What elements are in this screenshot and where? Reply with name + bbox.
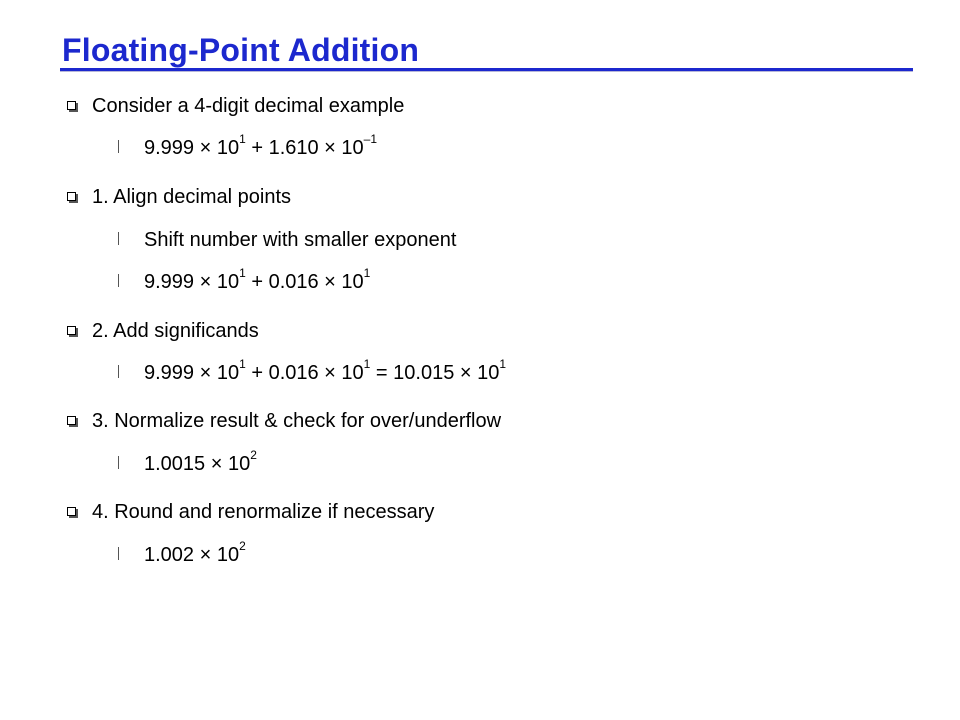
sub-bullet-icon [118, 274, 119, 287]
sub-bullet-equation: $9.999 \times 10^1 + 1.610 \times 10^{-1}$ [144, 132, 378, 159]
slide-title: Floating-Point Addition [62, 32, 420, 68]
sub-bullet-equation: $1.0015 \times 10^2$ [144, 448, 257, 475]
bullet-heading: Consider a 4-digit decimal example [92, 95, 405, 117]
bullet-heading: 1. Align decimal points [92, 186, 292, 208]
square-bullet-icon [67, 416, 76, 425]
square-bullet-icon [67, 507, 76, 516]
sub-bullet-icon [118, 547, 119, 560]
sub-bullet-text: Shift number with smaller exponent [144, 229, 457, 251]
bullet-heading: 4. Round and renormalize if necessary [92, 501, 435, 523]
sub-bullet-equation: $1.002 \times 10^2$ [144, 539, 246, 566]
square-bullet-icon [67, 101, 76, 110]
bullet-heading: 3. Normalize result & check for over/underflow [92, 410, 502, 432]
sub-bullet-icon [118, 456, 119, 469]
sub-bullet-icon [118, 365, 119, 378]
sub-bullet-icon [118, 140, 119, 153]
bullet-heading: 2. Add significands [92, 320, 259, 342]
sub-bullet-icon [118, 232, 119, 245]
sub-bullet-equation: $9.999 \times 10^1 + 0.016 \times 10^1 = 10.015 \times 10^1$ [144, 357, 507, 384]
sub-bullet-equation: $9.999 \times 10^1 + 0.016 \times 10^1$ [144, 266, 371, 293]
square-bullet-icon [67, 326, 76, 335]
square-bullet-icon [67, 192, 76, 201]
